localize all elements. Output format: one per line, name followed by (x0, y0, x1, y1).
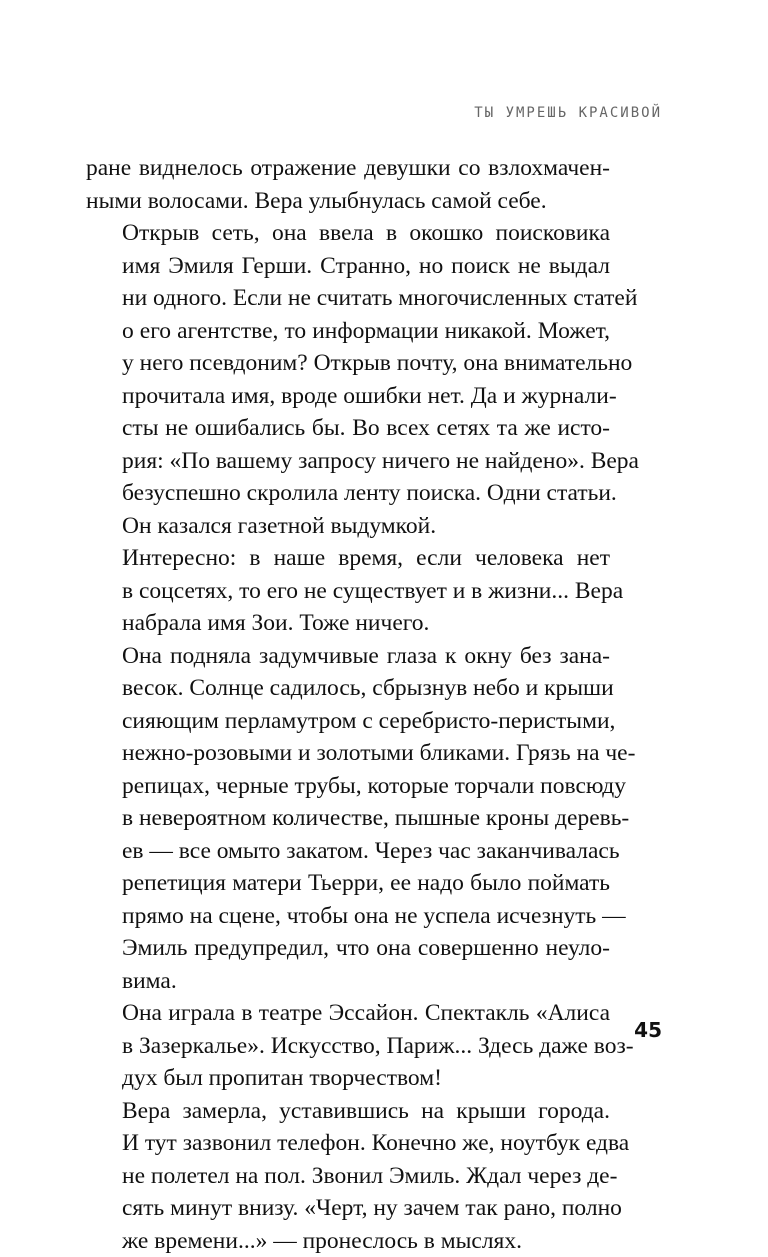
text-line: безуспешно скролила ленту поиска. Одни статьи. (86, 477, 610, 510)
text-line: Открыв сеть, она ввела в окошко поисковика (86, 217, 610, 250)
paragraph (86, 1095, 610, 1257)
paragraph (86, 542, 610, 640)
text-line: набрала имя Зои. Тоже ничего. (86, 607, 610, 640)
page-number: 45 (634, 1018, 662, 1042)
text-line: ными волосами. Вера улыбнулась самой себе. (86, 185, 610, 218)
text-line: сияющим перламутром с серебристо-перистыми, (86, 705, 610, 738)
text-line: имя Эмиля Герши. Странно, но поиск не выдал (86, 250, 610, 283)
text-line: сять минут внизу. «Черт, ну зачем так рано, полно (86, 1192, 610, 1225)
text-line: рия: «По вашему запросу ничего не найдено». Вера (86, 445, 610, 478)
text-line: И тут зазвонил телефон. Конечно же, ноутбук едва (86, 1127, 610, 1160)
text-line: Он казался газетной выдумкой. (86, 510, 610, 543)
text-line: прочитала имя, вроде ошибки нет. Да и журнали- (86, 380, 610, 413)
text-line: в соцсетях, то его не существует и в жизни... Вера (86, 575, 610, 608)
text-line: ране виднелось отражение девушки со взлохмачен- (86, 152, 610, 185)
body-text (86, 152, 610, 1257)
text-line: дух был пропитан творчеством! (86, 1062, 610, 1095)
text-line: сты не ошибались бы. Во всех сетях та же исто- (86, 412, 610, 445)
text-line: нежно-розовыми и золотыми бликами. Грязь на че- (86, 737, 610, 770)
text-line: прямо на сцене, чтобы она не успела исчезнуть — (86, 900, 610, 933)
text-line: не полетел на пол. Звонил Эмиль. Ждал через де- (86, 1160, 610, 1193)
text-line: Она подняла задумчивые глаза к окну без зана- (86, 640, 610, 673)
text-line: ни одного. Если не считать многочисленных статей (86, 282, 610, 315)
text-line: вима. (86, 965, 610, 998)
paragraph (86, 152, 610, 217)
text-line: репицах, черные трубы, которые торчали повсюду (86, 770, 610, 803)
running-head: ТЫ УМРЕШЬ КРАСИВОЙ (474, 105, 662, 121)
text-line: Вера замерла, уставившись на крыши города. (86, 1095, 610, 1128)
text-line: Эмиль предупредил, что она совершенно неуло- (86, 932, 610, 965)
text-line: о его агентстве, то информации никакой. Может, (86, 315, 610, 348)
text-line: ев — все омыто закатом. Через час заканчивалась (86, 835, 610, 868)
text-line: репетиция матери Тьерри, ее надо было поймать (86, 867, 610, 900)
text-line: в Зазеркалье». Искусство, Париж... Здесь даже воз- (86, 1030, 610, 1063)
text-line: у него псевдоним? Открыв почту, она внимательно (86, 347, 610, 380)
text-line: Она играла в театре Эссайон. Спектакль «Алиса (86, 997, 610, 1030)
text-line: же времени...» — пронеслось в мыслях. (86, 1225, 610, 1257)
text-line: Интересно: в наше время, если человека нет (86, 542, 610, 575)
paragraph (86, 997, 610, 1095)
text-line: в невероятном количестве, пышные кроны деревь- (86, 802, 610, 835)
paragraph (86, 217, 610, 542)
paragraph (86, 640, 610, 998)
text-line: весок. Солнце садилось, сбрызнув небо и крыши (86, 672, 610, 705)
